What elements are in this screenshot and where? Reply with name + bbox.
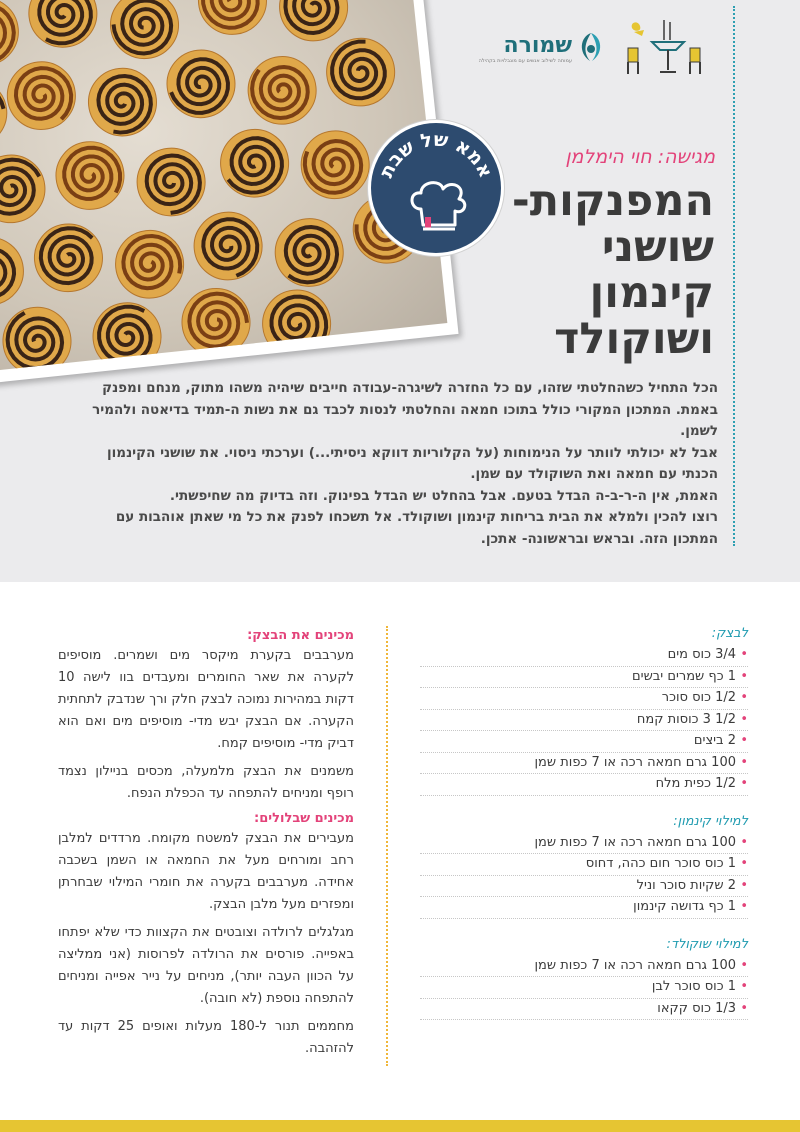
ingredients-column: [420, 626, 748, 1038]
shmura-logo: [479, 31, 606, 65]
cinnamon-roll: [272, 215, 347, 289]
cinnamon-roll: [0, 234, 27, 308]
shmura-logo-mark: [576, 31, 606, 65]
intro-text: [68, 378, 718, 550]
ingredient-item: • 100 גרם חמאה רכה או 7 כפות שמן: [420, 956, 748, 978]
footer-bar: [0, 1120, 800, 1132]
steps-heading-dough: מכינים את הבצק:: [247, 628, 354, 643]
instructions-column: [58, 628, 354, 1066]
byline: מגישה: חוי הימלמן: [565, 146, 715, 168]
cinnamon-roll: [217, 126, 292, 200]
step-paragraph: מערבבים בקערת מיקסר מים ושמרים. מוסיפים לקערה את שאר החומרים ומעבדים בוו לישה 10 דקות במהירות נמוכה לבצק חלק ורך שנדבק לתחתית הקערה. אם הבצק יבש מדי- מוסיפים מים ואם הוא דביק מדי- מוסיפים קמח.: [58, 648, 354, 751]
ingredient-item: • 1 כוס סוכר לבן: [420, 977, 748, 999]
svg-text:אמא של שבת: [375, 129, 497, 182]
column-divider: [386, 626, 388, 1066]
cinnamon-roll: [0, 304, 74, 372]
shmura-logo-tagline: עמותה לשילוב אנשים עם מוגבלויות בקהילה: [478, 57, 572, 64]
cinnamon-roll: [0, 152, 48, 226]
recipe-title: המפנקות- שושני קינמון ושוקולד: [511, 176, 714, 364]
shabbat-table-icon: [624, 18, 704, 78]
intro-paragraph: הכל התחיל כשהחלטתי שזהו, עם כל החזרה לשיגרה-עבודה חייבים שיהיה משהו מתוק, מנחם ומפנק באמת. המתכון המקורי כולל בתוכו חמאה והחלטתי לנסות לכבד גם את נשות ה-תמיד בדיאטה ולהמיר לשמן.: [92, 380, 718, 439]
ingredient-item: • 1 כף שמרים יבשים: [420, 667, 748, 689]
step-paragraph: מחממים תנור ל-180 מעלות ואופים 25 דקות עד להזהבה.: [58, 1019, 355, 1056]
cinnamon-roll: [276, 0, 351, 44]
cinnamon-roll: [85, 65, 160, 139]
cinnamon-roll: [53, 138, 128, 212]
step-paragraph: מעבירים את הבצק למשטח מקומח. מרדדים למלבן רחב ומורחים מעל את החמאה או השמן בשכבה אחידה. מערבבים בקערה את חומרי המילוי שבחרתן ומפזרים מעל מלבן הבצק.: [58, 831, 354, 912]
shmura-logo-word: שמורה: [503, 32, 572, 58]
chef-hat-icon: [412, 183, 465, 229]
intro-paragraph: רוצו להכין ולמלא את הבית בריחות קינמון ושוקולד. אל תשכחו לפנק את כל מי שאתן אוהבות עם המתכון הזה. ובראש ובראשונה- אתכן.: [115, 509, 718, 547]
cinnamon-roll: [164, 47, 239, 121]
ingredient-item: • 1 כף גדושה קינמון: [420, 897, 748, 919]
cinnamon-roll: [107, 0, 182, 62]
ingredients-heading-chocolate: למילוי שוקולד:: [666, 936, 748, 952]
ingredient-item: • 100 גרם חמאה רכה או 7 כפות שמן: [420, 753, 748, 775]
ingredients-heading-cinnamon: למילוי קינמון:: [673, 813, 748, 829]
ingredient-item: • 100 גרם חמאה רכה או 7 כפות שמן: [420, 833, 748, 855]
badge-text: אמא של שבת: [375, 128, 497, 182]
cinnamon-roll: [191, 209, 266, 283]
logos: [479, 18, 704, 78]
cinnamon-roll: [134, 145, 209, 219]
ingredients-heading-dough: לבצק:: [711, 626, 748, 641]
step-paragraph: משמנים את הבצק מלמעלה, מכסים בניילון נצמד רופף ומניחים להתפחה עד הכפלת הנפח.: [58, 764, 354, 801]
ingredient-item: • 1/2 3 כוסות קמח: [420, 710, 748, 732]
ingredient-item: • 1/2 כוס סוכר: [420, 688, 748, 710]
intro-paragraph: האמת, אין ה-ר-ב-ה הבדל בטעם. אבל בהחלט יש הבדל בפינוק. וזה בדיוק מה שחיפשתי.: [169, 487, 718, 504]
ingredients-list-cinnamon: [420, 833, 748, 919]
ingredient-item: • 1/2 כפית מלח: [420, 774, 748, 796]
ingredient-item: • 2 ביצים: [420, 731, 748, 753]
ingredient-item: • 1/3 כוס קקאו: [420, 999, 748, 1021]
ingredients-list-chocolate: [420, 956, 748, 1021]
cinnamon-roll: [4, 58, 79, 132]
decorative-dotted-line: [733, 6, 735, 546]
steps-heading-rolls: מכינים שבלולים:: [254, 811, 354, 826]
cinnamon-roll: [31, 221, 106, 295]
cinnamon-roll: [112, 227, 187, 301]
cinnamon-roll: [0, 0, 22, 69]
ingredient-item: • 3/4 כוס מים: [420, 645, 748, 667]
step-paragraph: מגלגלים לרולדה וצובטים את הקצוות כדי שלא יפתחו באפייה. פורסים את הרולדה לפרוסות (אני ממליצה על הכוון העבה יותר), מניחים על נייר אפייה ומניחים להתפחה נוספת (לא חובה).: [58, 925, 354, 1006]
cinnamon-roll: [298, 128, 373, 202]
cinnamon-roll: [323, 35, 398, 109]
ingredients-list-dough: [420, 645, 748, 796]
cinnamon-roll: [26, 0, 101, 51]
ingredient-item: • 2 שקיות סוכר וניל: [420, 876, 748, 898]
cinnamon-roll: [245, 53, 320, 127]
intro-paragraph: אבל לא יכולתי לוותר על הנימוחות (על הקלוריות דווקא ניסיתי...) וערכתי ניסוי. את שושני הקינמון הכנתי עם חמאה ואת השוקולד עם שמן.: [107, 444, 718, 482]
cinnamon-roll: [195, 0, 270, 38]
ingredient-item: • 1 כוס סוכר חום כהה, דחוס: [420, 854, 748, 876]
